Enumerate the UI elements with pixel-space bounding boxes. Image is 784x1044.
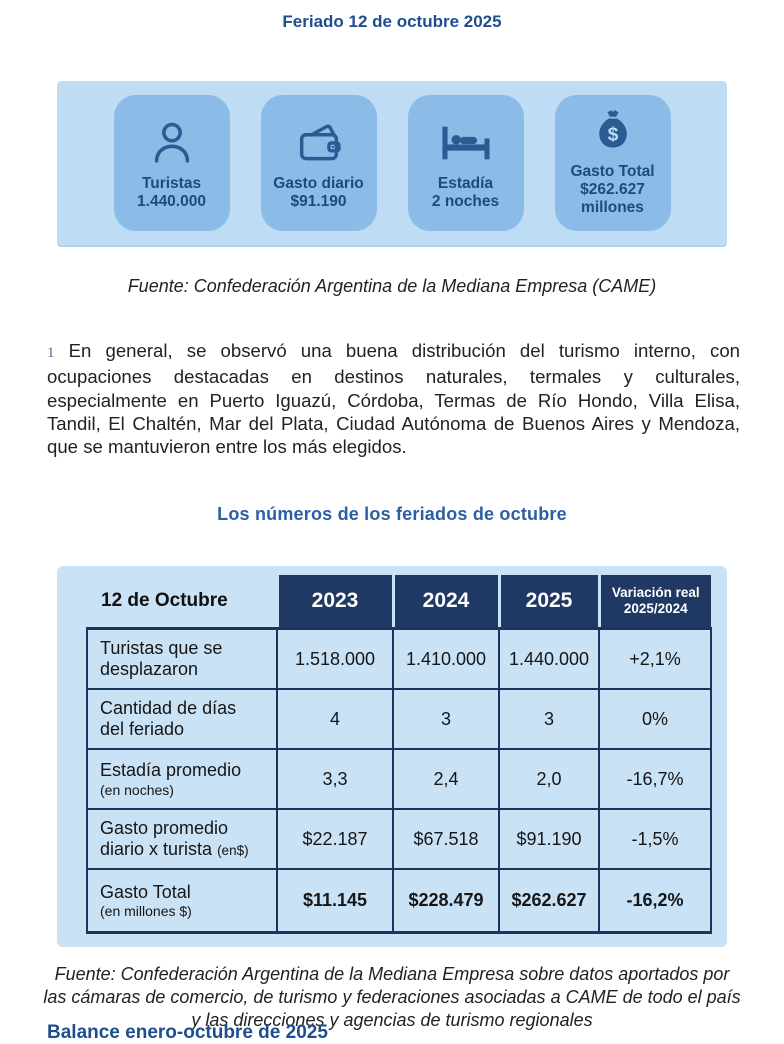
cell-value: 4 [277, 689, 393, 749]
cell-value: +2,1% [599, 629, 711, 690]
stat-card-value-unit: millones [581, 199, 644, 217]
banner-source-caption: Fuente: Confederación Argentina de la Mediana Empresa (CAME) [127, 276, 657, 296]
table-row-turistas [87, 629, 711, 690]
stat-card-label: Estadía [437, 174, 494, 192]
body-paragraph [47, 339, 740, 458]
stats-table [86, 575, 712, 934]
row-label: Cantidad de días del feriado [100, 697, 237, 740]
stats-table-panel [57, 566, 727, 947]
stat-card-value: 1.440.000 [137, 193, 206, 210]
row-label-sub: (en millones $) [100, 903, 192, 920]
tourist-person-icon [147, 115, 197, 171]
cell-value: 0% [599, 689, 711, 749]
stat-card-label: Gasto Total [570, 162, 655, 180]
stat-card-value: $262.627 [580, 180, 645, 198]
cell-value: 2,4 [393, 749, 499, 809]
stat-card-value: 2 noches [431, 193, 500, 210]
row-label-sub: (en$) [217, 843, 249, 859]
stat-card-turistas [114, 95, 230, 231]
stat-card-label: Gasto diario [273, 174, 364, 192]
cell-value: 3 [393, 689, 499, 749]
page-title: Feriado 12 de octubre 2025 [282, 12, 502, 31]
table-header-variation [599, 575, 711, 629]
table-corner-label: 12 de Octubre [87, 575, 277, 629]
section-title: Los números de los feriados de octubre [217, 504, 567, 525]
stat-card-gasto-total [555, 95, 671, 231]
table-header-row [87, 575, 711, 629]
cell-value: 2,0 [499, 749, 599, 809]
row-label: Estadía promedio [100, 760, 242, 781]
row-label: Gasto promedio diario x turista [100, 817, 229, 860]
variation-header-line2: 2025/2024 [623, 601, 688, 617]
table-header-2025: 2025 [499, 575, 599, 629]
cell-value: 3,3 [277, 749, 393, 809]
svg-text:$: $ [607, 124, 618, 146]
cell-value: 1.518.000 [277, 629, 393, 690]
table-row-estadia-promedio [87, 749, 711, 809]
stat-card-value: $91.190 [290, 193, 347, 210]
body-paragraph-text: En general, se observó una buena distribución del turismo interno, con ocupaciones destacadas en destinos naturales, termales y culturales, especialmente en Puerto Iguazú, Córdoba, Termas de Río Hondo, Villa Elisa, Tandil, El Chaltén, Mar del Plata, Ciudad Autónoma de Buenos Aires y Mendoza, que se mantuvieron entre los más elegidos. [47, 340, 740, 458]
row-label-sub: (en noches) [100, 781, 174, 798]
cell-value: 1.440.000 [499, 629, 599, 690]
table-header-2023: 2023 [277, 575, 393, 629]
cell-value: -16,7% [599, 749, 711, 809]
money-bag-icon [591, 109, 635, 159]
cell-value: -1,5% [599, 809, 711, 869]
row-label: Gasto Total [100, 881, 191, 902]
table-header-2024: 2024 [393, 575, 499, 629]
wallet-icon [293, 115, 345, 171]
stat-card-estadia [408, 95, 524, 231]
cell-value: $228.479 [393, 869, 499, 933]
cell-value: $11.145 [277, 869, 393, 933]
summary-banner [57, 81, 727, 247]
footnote-marker: 1 [47, 345, 55, 361]
cell-value: -16,2% [599, 869, 711, 933]
row-label: Turistas que se desplazaron [100, 637, 223, 680]
stat-card-label: Turistas [141, 174, 202, 192]
table-row-dias-feriado [87, 689, 711, 749]
cell-value: $67.518 [393, 809, 499, 869]
table-row-gasto-promedio [87, 809, 711, 869]
cell-value: 1.410.000 [393, 629, 499, 690]
cell-value: 3 [499, 689, 599, 749]
variation-header-line1: Variación real [611, 584, 700, 600]
next-section-heading-clipped: Balance enero-octubre de 2025 [47, 1022, 328, 1043]
table-row-gasto-total [87, 869, 711, 933]
bed-icon [437, 115, 495, 171]
table-source-caption: Fuente: Confederación Argentina de la Mediana Empresa sobre datos aportados por las cámaras de comercio, de turismo y federaciones asociadas a CAME de todo el país y las direcciones y agencias de turismo regionales [43, 964, 741, 1031]
stat-card-gasto-diario [261, 95, 377, 231]
cell-value: $91.190 [499, 809, 599, 869]
cell-value: $22.187 [277, 809, 393, 869]
cell-value: $262.627 [499, 869, 599, 933]
